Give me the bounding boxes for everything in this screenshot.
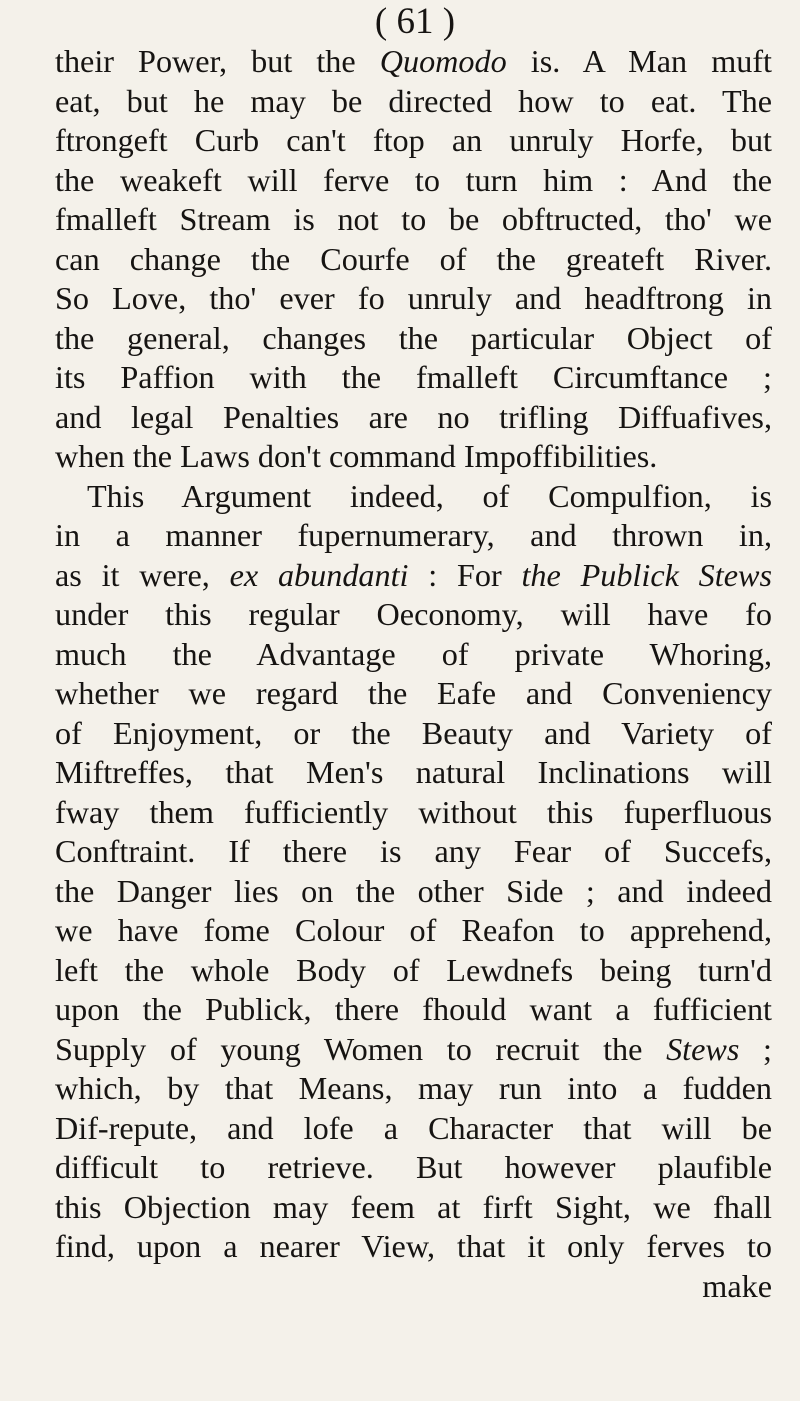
text-line: left the whole Body of Lewdnefs being turn'd [55,951,772,988]
text-line: this Objection may feem at firft Sight, we fhall [55,1188,772,1225]
text-line: when the Laws don't command Impoffibilities. [55,438,658,474]
text-line: in a manner fupernumerary, and thrown in, [55,517,772,553]
italic-phrase: Stews [666,1030,740,1067]
page-number: ( 61 ) [374,1,456,42]
text-line: the weakeft will ferve to turn him : And the [55,161,772,198]
text-line: fway them fufficiently without this fuperfluous [55,793,772,830]
text-line: we have fome Colour of Reafon to apprehend, [55,912,772,948]
text-line: its Paffion with the fmalleft Circumftance ; [55,359,772,395]
text-line: Conftraint. If there is any Fear of Succefs, [55,833,772,869]
text-line: as it were, ex abundanti : For the Publick Stews [55,556,772,593]
text-line: which, by that Means, may run into a fudden [55,1070,772,1106]
body-text [55,42,772,1306]
text-line: difficult to retrieve. But however plaufible [55,1149,772,1185]
text-line: the general, changes the particular Object of [55,319,772,356]
text-line: fmalleft Stream is not to be obftructed, tho' we [55,201,772,237]
text-line: whether we regard the Eafe and Conveniency [55,675,772,711]
text-line: Dif-repute, and lofe a Character that will be [55,1109,772,1146]
text-line: of Enjoyment, or the Beauty and Variety of [55,714,772,751]
text-line: the Danger lies on the other Side ; and indeed [55,872,772,909]
italic-phrase: ex abundanti [229,556,409,593]
text-line: their Power, but the Quomodo is. A Man muft [55,43,772,79]
text-line: make [702,1267,772,1304]
text-line: So Love, tho' ever fo unruly and headftrong in [55,280,772,316]
text-line: find, upon a nearer View, that it only ferves to [55,1228,772,1264]
text-line: and legal Penalties are no trifling Diffuafives, [55,398,772,435]
text-line: under this regular Oeconomy, will have fo [55,596,772,632]
text-line: eat, but he may be directed how to eat. The [55,82,772,119]
text-line: Miftreffes, that Men's natural Inclinations will [55,754,772,790]
text-line: Supply of young Women to recruit the Stews ; [55,1030,772,1067]
text-line: ftrongeft Curb can't ftop an unruly Horfe, but [55,122,772,158]
italic-phrase: the Publick Stews [521,556,772,593]
text-line: upon the Publick, there fhould want a fufficient [55,991,772,1027]
italic-phrase: Quomodo [379,43,507,79]
text-line: This Argument indeed, of Compulfion, is [87,477,772,514]
text-line: much the Advantage of private Whoring, [55,635,772,672]
text-line: can change the Courfe of the greateft River. [55,240,772,277]
